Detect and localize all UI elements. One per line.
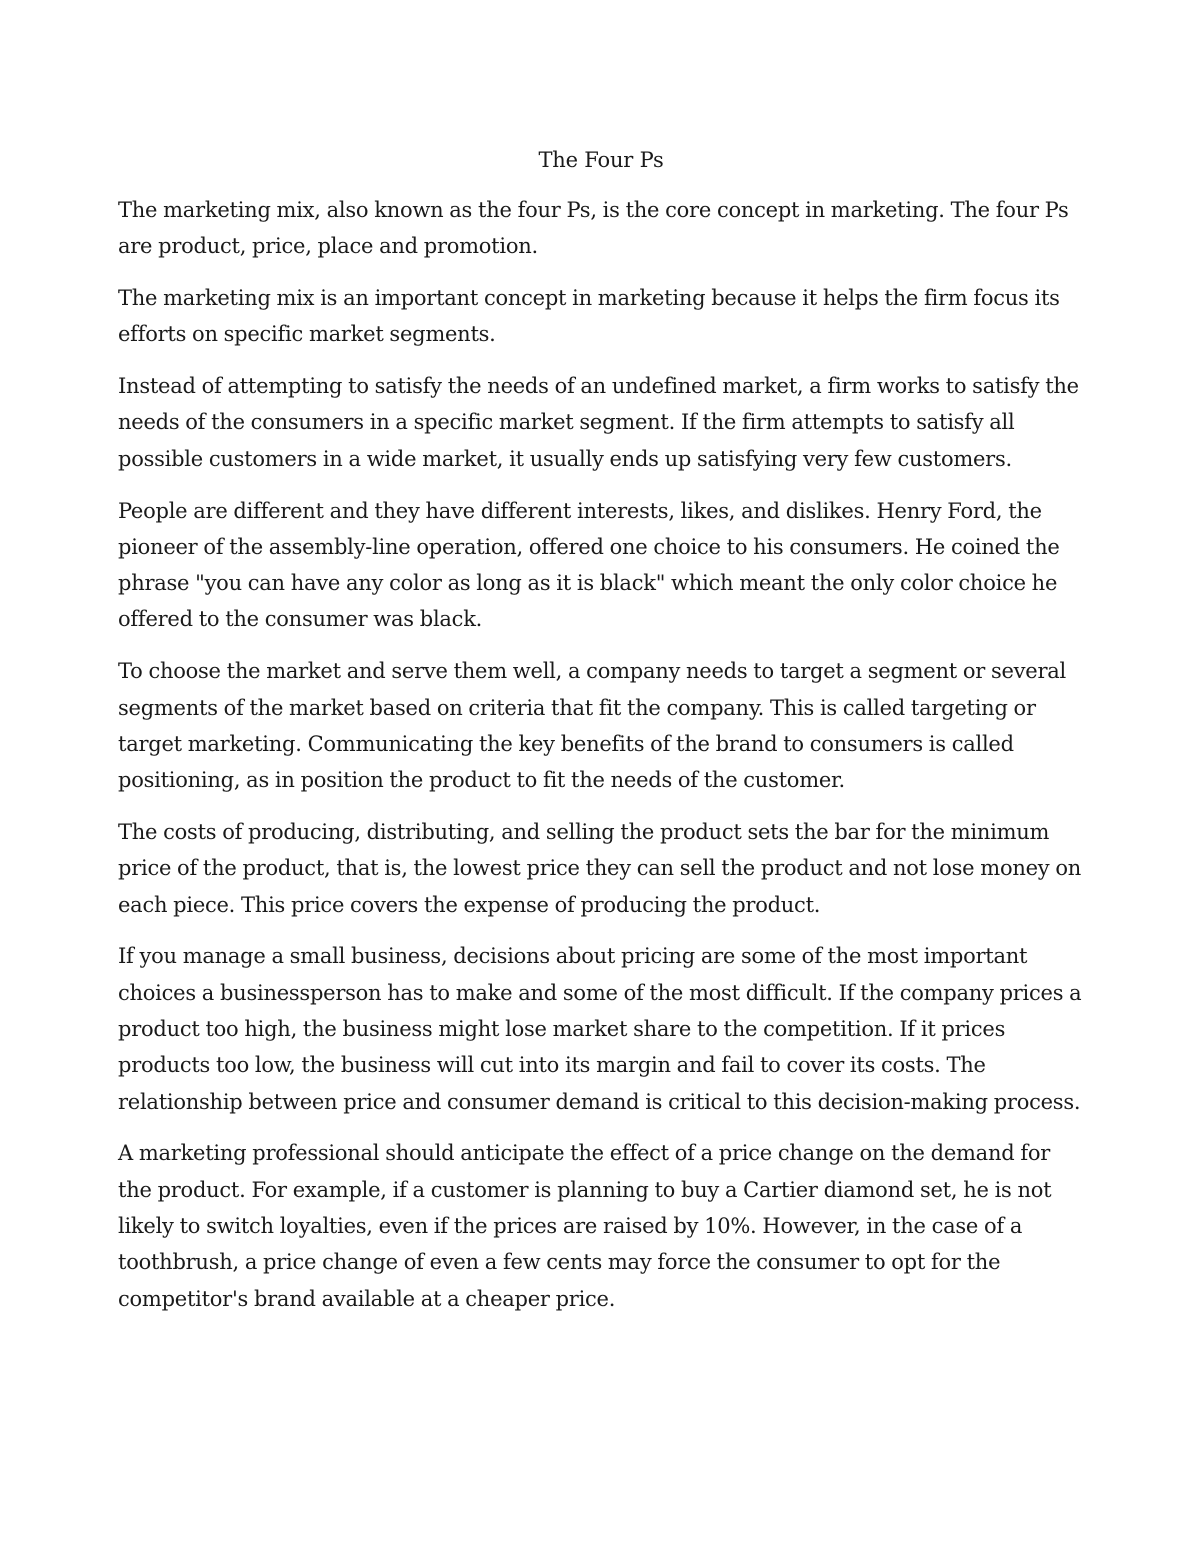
paragraph-henry-ford: People are different and they have different interests, likes, and dislikes. Henry Ford, the pioneer of the assembly-line operation, offered one choice to his consumers. He coined the phrase "you can have any color as long as it is black" which meant the only color choice he offered to the consumer was black.: [118, 498, 1060, 632]
paragraph-four-ps-intro: The marketing mix, also known as the four Ps, is the core concept in marketing. The four Ps are product, price, place and promotion.: [118, 198, 1069, 259]
document-body: [118, 142, 1084, 1332]
paragraph-minimum-price: The costs of producing, distributing, and selling the product sets the bar for the minimum price of the product, that is, the lowest price they can sell the product and not lose money on each piece. This price covers the expense of producing the product.: [118, 819, 1081, 917]
paragraph-targeting-positioning: To choose the market and serve them well, a company needs to target a segment or several segments of the market based on criteria that fit the company. This is called targeting or target marketing. Communicating the key benefits of the brand to consumers is called positioning, as in position the product to fit the needs of the customer.: [118, 659, 1066, 793]
paragraph-marketing-mix-importance: The marketing mix is an important concept in marketing because it helps the firm focus its efforts on specific market segments.: [118, 286, 1060, 347]
paragraph-market-segment: Instead of attempting to satisfy the needs of an undefined market, a firm works to satisfy the needs of the consumers in a specific market segment. If the firm attempts to satisfy all possible customers in a wide market, it usually ends up satisfying very few customers.: [118, 374, 1079, 471]
paragraph-pricing-decisions: If you manage a small business, decisions about pricing are some of the most important choices a businessperson has to make and some of the most difficult. If the company prices a product too high, the business might lose market share to the competition. If it prices products too low, the business will cut into its margin and fail to cover its costs. The relationship between price and consumer demand is critical to this decision-making process.: [118, 944, 1082, 1114]
paragraph-price-change-demand: A marketing professional should anticipate the effect of a price change on the demand for the product. For example, if a customer is planning to buy a Cartier diamond set, he is not likely to switch loyalties, even if the prices are raised by 10%. However, in the case of a toothbrush, a price change of even a few cents may force the consumer to opt for the competitor's brand available at a cheaper price.: [118, 1141, 1052, 1311]
document-title: The Four Ps: [538, 148, 664, 172]
